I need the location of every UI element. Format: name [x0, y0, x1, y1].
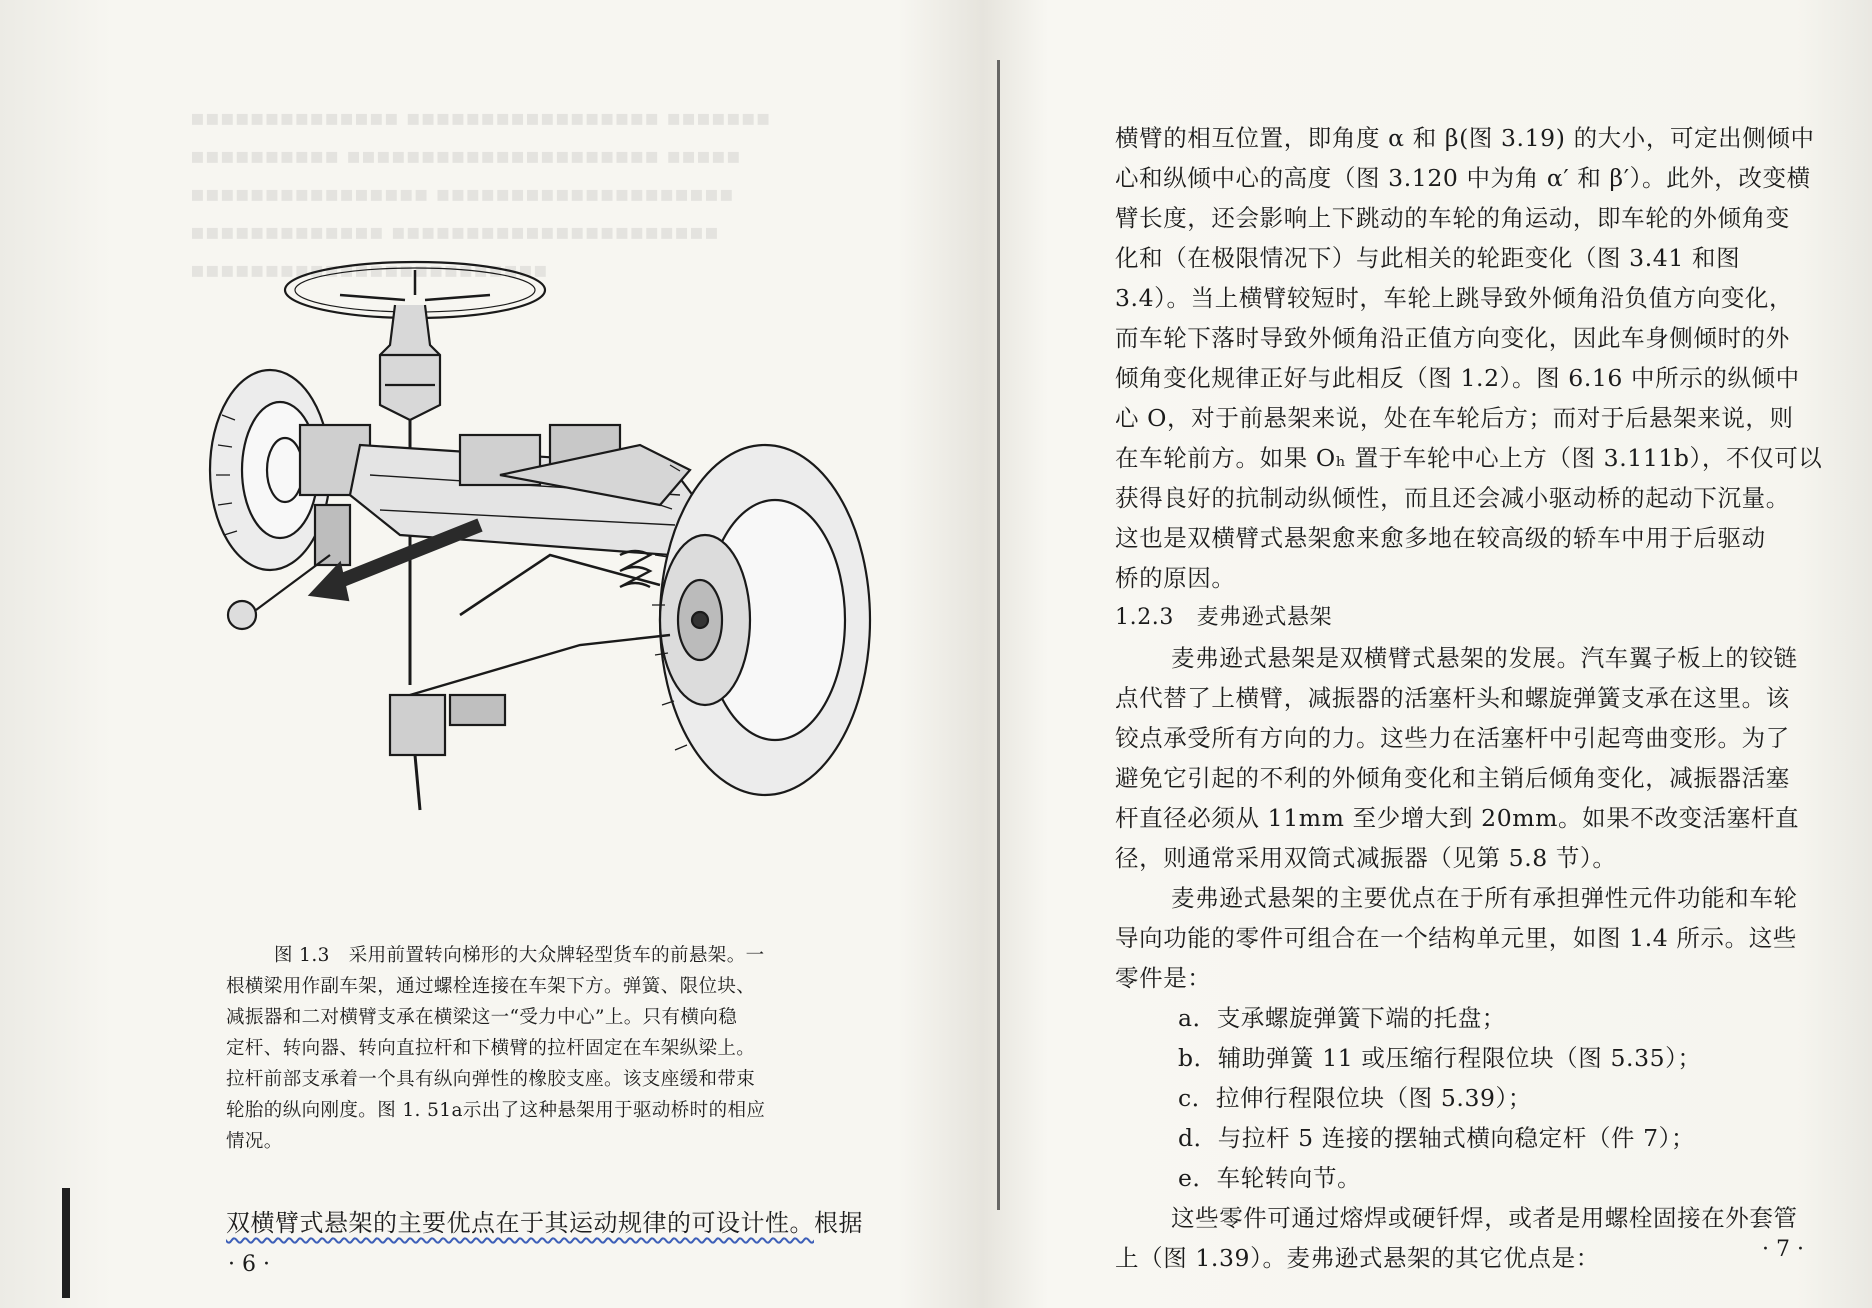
list-item: b．辅助弹簧 11 或压缩行程限位块（图 5.35）；	[1178, 1044, 1702, 1072]
show-through-text: ▪▪▪▪▪▪▪▪▪▪▪▪▪▪ ▪▪▪▪▪▪▪▪▪▪▪▪▪▪▪▪▪ ▪▪▪▪▪▪▪ ▪▪▪▪▪▪▪▪▪▪ ▪▪▪▪▪▪▪▪▪▪▪▪▪▪▪▪▪▪▪▪▪ ▪▪▪▪▪ ▪▪▪▪▪▪▪▪▪▪▪▪▪▪▪▪ ▪▪▪▪▪▪▪▪▪▪▪▪▪▪▪▪▪▪▪▪ ▪▪▪▪▪▪▪▪▪▪▪▪▪ ▪▪▪▪▪▪▪▪▪▪▪▪▪▪▪▪▪▪▪▪▪▪ ▪▪▪▪▪▪▪▪▪▪▪▪▪▪▪▪▪▪▪▪▪▪▪▪	[190, 106, 771, 283]
caption-line: 根横梁用作副车架，通过螺栓连接在车架下方。弹簧、限位块、	[226, 976, 756, 997]
paragraph-line: 上（图 1.39）。麦弗逊式悬架的其它优点是：	[1115, 1244, 1600, 1272]
list-item: d．与拉杆 5 连接的摆轴式横向稳定杆（件 7）；	[1178, 1124, 1696, 1152]
paragraph-line: 在车轮前方。如果 Oₕ 置于车轮中心上方（图 3.111b），不仅可以	[1115, 444, 1823, 472]
paragraph-line: 这些零件可通过熔焊或硬钎焊，或者是用螺栓固接在外套管	[1171, 1204, 1798, 1232]
caption-line: 图 1.3 采用前置转向梯形的大众牌轻型货车的前悬架。一	[274, 945, 765, 966]
paragraph-line: 避免它引起的不利的外倾角变化和主销后倾角变化，减振器活塞	[1115, 764, 1790, 792]
paragraph-line: 导向功能的零件可组合在一个结构单元里，如图 1.4 所示。这些	[1115, 924, 1797, 952]
caption-line: 情况。	[226, 1131, 283, 1152]
right-body-text	[1115, 118, 1835, 1278]
front-suspension-figure	[200, 255, 880, 835]
caption-line: 定杆、转向器、转向直拉杆和下横臂的拉杆固定在车架纵梁上。	[226, 1038, 756, 1059]
page-number-right: · 7 ·	[1762, 1237, 1804, 1262]
body-continuation: 根据	[814, 1209, 863, 1237]
paragraph-line: 麦弗逊式悬架的主要优点在于所有承担弹性元件功能和车轮	[1171, 884, 1798, 912]
list-item: e．车轮转向节。	[1178, 1164, 1362, 1192]
paragraph-line: 获得良好的抗制动纵倾性，而且还会减小驱动桥的起动下沉量。	[1115, 484, 1790, 512]
paragraph-line: 零件是：	[1115, 964, 1212, 992]
paragraph-line: 心 O，对于前悬架来说，处在车轮后方；而对于后悬架来说，则	[1115, 404, 1794, 432]
right-page	[1000, 0, 1872, 1308]
paragraph-line: 铰点承受所有方向的力。这些力在活塞杆中引起弯曲变形。为了	[1115, 724, 1790, 752]
paragraph-line: 3.4）。当上横臂较短时，车轮上跳导致外倾角沿负值方向变化，	[1115, 284, 1794, 312]
section-heading: 1.2.3 麦弗逊式悬架	[1115, 605, 1333, 630]
list-item: a．支承螺旋弹簧下端的托盘；	[1178, 1004, 1506, 1032]
paragraph-line: 这也是双横臂式悬架愈来愈多地在较高级的轿车中用于后驱动	[1115, 524, 1766, 552]
paragraph-line: 桥的原因。	[1115, 564, 1236, 592]
paragraph-line: 心和纵倾中心的高度（图 3.120 中为角 α′ 和 β′）。此外，改变横	[1115, 164, 1811, 192]
paragraph-line: 化和（在极限情况下）与此相关的轮距变化（图 3.41 和图	[1115, 244, 1741, 272]
paragraph-line: 麦弗逊式悬架是双横臂式悬架的发展。汽车翼子板上的铰链	[1171, 644, 1798, 672]
caption-line: 减振器和二对横臂支承在横梁这一“受力中心”上。只有横向稳	[226, 1007, 738, 1028]
paragraph-line: 点代替了上横臂，减振器的活塞杆头和螺旋弹簧支承在这里。该	[1115, 684, 1790, 712]
left-body-text	[226, 1203, 876, 1238]
paragraph-line: 径，则通常采用双筒式减振器（见第 5.8 节）。	[1115, 844, 1617, 872]
list-item: c．拉伸行程限位块（图 5.39）；	[1178, 1084, 1533, 1112]
caption-line: 拉杆前部支承着一个具有纵向弹性的橡胶支座。该支座缓和带束	[226, 1069, 756, 1090]
figure-caption	[226, 940, 836, 1157]
paragraph-line: 杆直径必须从 11mm 至少增大到 20mm。如果不改变活塞杆直	[1115, 804, 1800, 832]
paragraph-line: 而车轮下落时导致外倾角沿正值方向变化，因此车身侧倾时的外	[1115, 324, 1790, 352]
paragraph-line: 臂长度，还会影响上下跳动的车轮的角运动，即车轮的外倾角变	[1115, 204, 1790, 232]
underlined-sentence: 双横臂式悬架的主要优点在于其运动规律的可设计性。	[226, 1209, 814, 1237]
paragraph-line: 横臂的相互位置，即角度 α 和 β(图 3.19) 的大小，可定出侧倾中	[1115, 124, 1815, 152]
page-number-left: · 6 ·	[228, 1252, 270, 1277]
paragraph-line: 倾角变化规律正好与此相反（图 1.2）。图 6.16 中所示的纵倾中	[1115, 364, 1800, 392]
caption-line: 轮胎的纵向刚度。图 1. 51a示出了这种悬架用于驱动桥时的相应	[226, 1100, 766, 1121]
